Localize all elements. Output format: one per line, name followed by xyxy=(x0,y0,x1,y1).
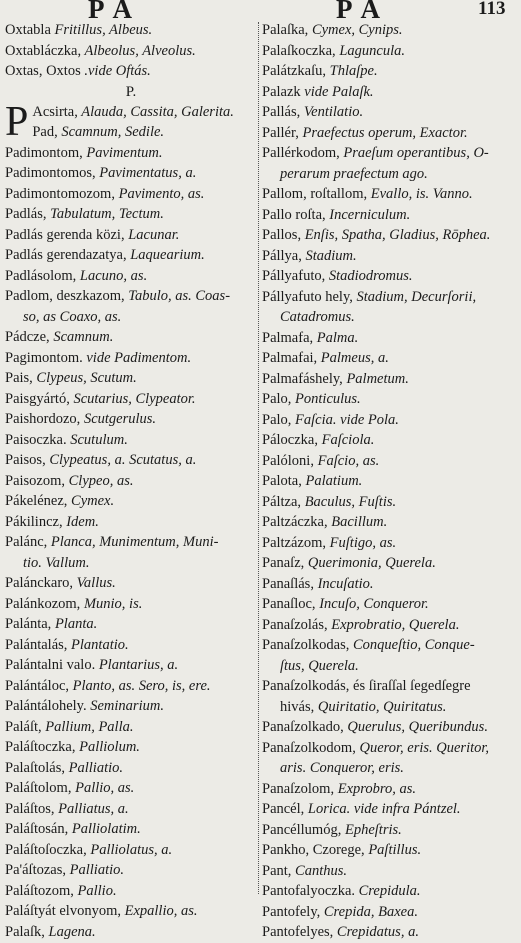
entry-gloss: Lacuno, as. xyxy=(76,267,148,284)
entry-gloss: Crepidula. xyxy=(355,883,421,899)
entry-headword: Pancéllumóg, xyxy=(262,821,342,838)
entry-headword: Palánckaro, xyxy=(5,575,74,591)
entry-headword: Pállya, xyxy=(262,247,302,264)
entry-gloss: Incerniculum. xyxy=(325,206,411,223)
entry-gloss: Querimonia, Querela. xyxy=(304,555,436,571)
entry-gloss: Pallio, as. xyxy=(71,780,135,796)
entry-gloss: Planto, as. Sero, is, ere. xyxy=(69,677,211,694)
entry-gloss: Crepidatus, a. xyxy=(333,924,419,940)
entry-headword: Pallo roſta, xyxy=(262,206,326,223)
entry-headword: Padlás gerenda közi, xyxy=(5,226,125,243)
entry-headword: Pallom, roſtallom, xyxy=(262,186,368,202)
dictionary-entry xyxy=(262,492,518,513)
dictionary-entry xyxy=(262,41,518,62)
dictionary-entry xyxy=(262,287,518,328)
dictionary-entry xyxy=(5,594,257,615)
entry-gloss: Plantarius, a. xyxy=(95,657,179,673)
entry-headword: Pállyafuto, xyxy=(262,268,326,284)
entry-headword: Paisoczka. xyxy=(5,431,67,448)
entry-gloss: Exprobro, as. xyxy=(334,780,416,797)
entry-continuation xyxy=(262,164,518,185)
entry-gloss: Seminarium. xyxy=(86,698,164,714)
dictionary-entry xyxy=(5,163,257,184)
entry-gloss: Lorica. vide infra Pántzel. xyxy=(304,801,461,817)
dictionary-entry xyxy=(5,799,257,820)
dictionary-entry xyxy=(5,143,257,164)
entry-headword: Panaſzolás, xyxy=(262,616,328,633)
entry-headword: Padimontom, xyxy=(5,144,83,161)
entry-headword: Pákilincz, xyxy=(5,513,63,530)
entry-headword: Pállyafuto hely, xyxy=(262,288,353,305)
entry-headword: Acsirta, xyxy=(32,103,78,120)
dictionary-entry xyxy=(262,82,518,103)
entry-gloss: Laguncula. xyxy=(335,42,405,59)
dictionary-entry xyxy=(262,123,518,144)
entry-gloss: Clypeatus, a. Scutatus, a. xyxy=(45,452,197,468)
entry-headword: Panaſzolkodás, és ſiraſſal ſegedſegre xyxy=(262,678,471,694)
entry-gloss: Scamnum. xyxy=(49,329,114,345)
dictionary-entry xyxy=(5,430,257,451)
entry-headword: Pallos, xyxy=(262,227,302,243)
entry-gloss: Stadiodromus. xyxy=(325,268,413,284)
entry-gloss: Canthus. xyxy=(291,862,347,879)
entry-headword: Palánc, xyxy=(5,534,48,550)
dictionary-entry xyxy=(5,122,257,143)
entry-gloss: Clypeo, as. xyxy=(65,472,134,489)
entry-headword: Padlás gerendazatya, xyxy=(5,247,127,263)
dictionary-entry xyxy=(5,840,257,861)
entry-headword: Padlás, xyxy=(5,206,47,222)
dictionary-entry xyxy=(262,779,518,800)
entry-headword: Paláſtosán, xyxy=(5,821,69,837)
entry-headword: Palátzkaſu, xyxy=(262,63,327,79)
dictionary-entry xyxy=(262,20,518,41)
entry-gloss: Planca, Munimentum, Muni- xyxy=(47,534,219,550)
dictionary-entry xyxy=(5,491,257,512)
entry-headword: Paltzázom, xyxy=(262,534,327,551)
dictionary-entry xyxy=(5,184,257,205)
dictionary-entry xyxy=(5,20,257,41)
dictionary-entry xyxy=(5,327,257,348)
dictionary-entry xyxy=(262,246,518,267)
entry-gloss: Epheſtris. xyxy=(341,821,402,838)
dictionary-entry xyxy=(262,533,518,554)
entry-headword: Palóloni, xyxy=(262,452,314,469)
entry-headword: Paláſtoſoczka, xyxy=(5,841,87,858)
entry-gloss: Scutgerulus. xyxy=(80,411,157,427)
dictionary-entry xyxy=(5,573,257,594)
dictionary-entry xyxy=(5,758,257,779)
entry-headword: Palo, xyxy=(262,411,292,428)
entry-continuation-gloss: aris. Conqueror, eris. xyxy=(280,760,404,776)
entry-headword: Oxtabláczka, xyxy=(5,42,82,59)
entry-headword: Oxtabla xyxy=(5,22,51,38)
entry-gloss: vide Palaſk. xyxy=(300,83,374,100)
entry-continuation xyxy=(262,697,518,718)
dictionary-entry xyxy=(5,901,257,922)
entry-headword: Palánta, xyxy=(5,616,52,632)
dictionary-entry xyxy=(5,348,257,369)
entry-continuation-gloss: so, as Coaxo, as. xyxy=(23,308,122,325)
entry-headword: Palo, xyxy=(262,391,292,407)
entry-headword: Pankho, Czorege, xyxy=(262,842,365,858)
dictionary-entry xyxy=(262,553,518,574)
entry-gloss: Incuſatio. xyxy=(313,575,374,592)
entry-headword: Panaſzolkodom, xyxy=(262,739,356,756)
dictionary-entry xyxy=(5,409,257,430)
entry-headword: Pallérkodom, xyxy=(262,145,340,161)
entry-headword: Pantofalyoczka. xyxy=(262,883,356,899)
dictionary-entry xyxy=(5,696,257,717)
entry-headword: Panaſloc, xyxy=(262,596,316,612)
entry-headword: Palaſk, xyxy=(5,923,45,940)
dictionary-entry xyxy=(262,266,518,287)
entry-gloss: Palliolum. xyxy=(75,739,140,755)
dictionary-entry xyxy=(262,881,518,902)
dictionary-entry xyxy=(5,389,257,410)
entry-headword: Pais, xyxy=(5,370,33,386)
entry-headword: Pantofelyes, xyxy=(262,924,334,940)
dictionary-entry xyxy=(5,778,257,799)
dictionary-entry xyxy=(5,881,257,902)
dictionary-entry xyxy=(262,594,518,615)
entry-headword: Pancél, xyxy=(262,801,305,817)
entry-headword: Panaſzolkodas, xyxy=(262,637,350,653)
entry-headword: Paishordozo, xyxy=(5,411,81,427)
dictionary-entry xyxy=(5,676,257,697)
section-letter: P. xyxy=(125,83,137,100)
entry-gloss: Laquearium. xyxy=(126,247,205,263)
entry-headword: Paltzáczka, xyxy=(262,514,328,530)
entry-headword: Pa'áſtozas, xyxy=(5,862,66,878)
dictionary-entry xyxy=(262,225,518,246)
entry-gloss: Expallio, as. xyxy=(120,903,198,919)
dictionary-entry xyxy=(262,512,518,533)
dictionary-entry xyxy=(5,635,257,656)
entry-gloss: .vide Oftás. xyxy=(80,63,151,79)
drop-cap-block xyxy=(5,102,257,143)
entry-gloss: Pallio. xyxy=(73,882,117,899)
dictionary-entry xyxy=(262,615,518,636)
entry-gloss: Thlaſpe. xyxy=(326,63,378,79)
entry-headword: Oxtas, Oxtos xyxy=(5,63,81,79)
entry-headword: Palota, xyxy=(262,473,302,489)
entry-headword: Pákelénez, xyxy=(5,493,68,509)
entry-gloss: Conqueſtio, Conque- xyxy=(349,637,475,653)
dictionary-entry xyxy=(262,861,518,882)
entry-gloss: Crepida, Baxea. xyxy=(320,903,418,920)
right-column xyxy=(262,20,518,943)
entry-headword: Paláſtoczka, xyxy=(5,739,76,755)
dictionary-entry xyxy=(5,532,257,573)
entry-headword: Palaſka, xyxy=(262,22,309,38)
entry-headword: Páltza, xyxy=(262,493,302,510)
entry-headword: Palántalni valo. xyxy=(5,657,96,673)
entry-headword: Padlom, deszkazom, xyxy=(5,288,125,304)
entry-gloss: Albeolus, Alveolus. xyxy=(81,42,196,59)
entry-continuation xyxy=(262,307,518,328)
dictionary-entry xyxy=(262,61,518,82)
entry-gloss: Palmetum. xyxy=(342,370,409,387)
dictionary-entry xyxy=(262,328,518,349)
entry-headword: Paisozom, xyxy=(5,472,66,489)
entry-gloss: Praefectus operum, Exactor. xyxy=(298,124,468,141)
entry-headword: Palazk xyxy=(262,83,301,100)
entry-headword: Pallér, xyxy=(262,124,299,141)
dictionary-entry xyxy=(5,717,257,738)
entry-gloss: Stadium, Decurſorii, xyxy=(352,288,477,305)
entry-gloss: Faſcio, as. xyxy=(313,452,380,469)
header-right-letters: PA xyxy=(336,0,390,24)
entry-gloss: Planta. xyxy=(51,616,98,632)
dictionary-entry xyxy=(262,205,518,226)
dictionary-entry xyxy=(5,102,257,123)
entry-headword: Padimontomozom, xyxy=(5,185,115,202)
page-number: 113 xyxy=(478,0,506,19)
entry-gloss: Palma. xyxy=(313,329,359,346)
entry-continuation xyxy=(5,553,257,574)
entry-headword: Panaſzolom, xyxy=(262,780,335,797)
dictionary-entry xyxy=(5,512,257,533)
entry-gloss: vide Padimentom. xyxy=(82,349,192,366)
entry-gloss: Fritillus, Albeus. xyxy=(50,22,153,38)
entry-gloss: Ventilatio. xyxy=(300,104,364,120)
entry-continuation xyxy=(262,758,518,779)
entry-gloss: Scutulum. xyxy=(66,431,128,448)
entry-gloss: Palliatio. xyxy=(65,759,124,776)
entry-gloss: Tabulatum, Tectum. xyxy=(46,206,164,222)
entry-gloss: Lagena. xyxy=(44,923,96,940)
entry-gloss: Cymex. xyxy=(67,493,115,509)
dictionary-entry xyxy=(5,245,257,266)
dictionary-entry xyxy=(262,102,518,123)
entry-continuation-gloss: perarum praefectum ago. xyxy=(280,165,428,182)
entry-headword: Pádcze, xyxy=(5,329,50,345)
entry-gloss: Vallus. xyxy=(73,575,116,591)
entry-gloss: Pavimentum. xyxy=(82,144,163,161)
entry-continuation-gloss: tio. Vallum. xyxy=(23,554,90,571)
entry-headword: Paisgyártó, xyxy=(5,390,70,407)
entry-headword: Palmafa, xyxy=(262,329,314,346)
left-column xyxy=(5,20,257,942)
dictionary-entry xyxy=(262,451,518,472)
dictionary-entry xyxy=(5,61,257,82)
entry-gloss: Querulus, Queribundus. xyxy=(343,719,488,735)
entry-headword: Padimontomos, xyxy=(5,165,96,181)
entry-headword: Paláſtyát elvonyom, xyxy=(5,903,121,919)
dictionary-entry xyxy=(5,41,257,62)
entry-gloss: Palatium. xyxy=(301,473,363,489)
entry-continuation-headword: hivás, xyxy=(280,698,315,715)
entry-headword: Palántáloc, xyxy=(5,677,70,694)
entry-headword: Padlásolom, xyxy=(5,267,77,284)
entry-headword: Pallás, xyxy=(262,104,301,120)
entry-headword: Pantofely, xyxy=(262,903,321,920)
entry-gloss: Enſis, Spatha, Gladius, Rōphea. xyxy=(301,227,491,243)
dictionary-entry xyxy=(5,266,257,287)
entry-gloss: Queror, eris. Queritor, xyxy=(355,739,490,756)
entry-continuation xyxy=(5,307,257,328)
entry-gloss: Palliolatus, a. xyxy=(86,841,173,858)
entry-gloss: Munio, is. xyxy=(80,595,143,612)
entry-gloss: Pallium, Palla. xyxy=(41,718,134,735)
entry-continuation-gloss: Catadromus. xyxy=(280,309,355,325)
dictionary-entry xyxy=(5,368,257,389)
dictionary-entry xyxy=(5,655,257,676)
entry-headword: Paláſt, xyxy=(5,718,42,735)
entry-gloss: Evallo, is. Vanno. xyxy=(367,186,473,202)
entry-gloss: Faſcia. vide Pola. xyxy=(291,411,399,428)
entry-headword: Paláſtolom, xyxy=(5,780,72,796)
entry-headword: Pant, xyxy=(262,862,292,879)
entry-gloss: Stadium. xyxy=(301,247,357,264)
dictionary-entry xyxy=(262,820,518,841)
header-left-letters: PA xyxy=(88,0,142,24)
drop-cap-letter: P xyxy=(5,101,29,143)
dictionary-entry xyxy=(5,286,257,327)
entry-gloss: Tabulo, as. Coas- xyxy=(124,288,231,304)
entry-continuation xyxy=(262,656,518,677)
dictionary-entry xyxy=(262,676,518,717)
entry-headword: Pad, xyxy=(32,124,58,140)
entry-gloss: Paſtillus. xyxy=(364,842,422,858)
entry-gloss: Plantatio. xyxy=(67,636,129,653)
entry-headword: Paláſtos, xyxy=(5,800,55,817)
entry-gloss: Exprobratio, Querela. xyxy=(327,616,460,633)
dictionary-entry xyxy=(5,737,257,758)
entry-gloss: Fuſtigo, as. xyxy=(326,534,397,551)
dictionary-entry xyxy=(262,717,518,738)
dictionary-entry xyxy=(262,738,518,779)
entry-headword: Palaſtolás, xyxy=(5,759,66,776)
dictionary-entry xyxy=(5,450,257,471)
column-divider xyxy=(258,22,259,894)
entry-gloss: Palliatus, a. xyxy=(54,800,129,817)
dictionary-entry xyxy=(262,369,518,390)
dictionary-entry xyxy=(262,574,518,595)
entry-headword: Palmafai, xyxy=(262,350,318,366)
entry-continuation-gloss: Quiritatio, Quiritatus. xyxy=(314,698,447,715)
entry-gloss: Palliolatim. xyxy=(68,821,141,837)
dictionary-entry xyxy=(262,840,518,861)
dictionary-entry xyxy=(262,471,518,492)
entry-headword: Panaſlás, xyxy=(262,575,314,592)
dictionary-entry xyxy=(262,348,518,369)
dictionary-entry xyxy=(5,225,257,246)
entry-gloss: Baculus, Fuſtis. xyxy=(301,493,397,510)
entry-gloss: Palmeus, a. xyxy=(317,350,389,366)
dictionary-entry xyxy=(262,922,518,943)
entry-gloss: Cymex, Cynips. xyxy=(308,22,403,38)
entry-gloss: Alauda, Cassita, Galerita. xyxy=(77,103,234,120)
entry-headword: Paisos, xyxy=(5,452,46,468)
entry-headword: Palántalás, xyxy=(5,636,68,653)
entry-gloss: Faſciola. xyxy=(317,432,375,448)
entry-gloss: Bacillum. xyxy=(327,514,388,530)
entry-headword: Paláſtozom, xyxy=(5,882,74,899)
dictionary-entry xyxy=(5,204,257,225)
entry-headword: Palántálohely. xyxy=(5,698,87,714)
entry-headword: Panaſz, xyxy=(262,555,305,571)
entry-gloss: Ponticulus. xyxy=(291,391,361,407)
dictionary-entry xyxy=(5,860,257,881)
dictionary-entry xyxy=(262,902,518,923)
entry-gloss: Incuſo, Conqueror. xyxy=(315,596,429,612)
dictionary-entry xyxy=(5,819,257,840)
dictionary-entry xyxy=(262,410,518,431)
dictionary-entry xyxy=(262,799,518,820)
entry-gloss: Idem. xyxy=(62,513,99,530)
entry-gloss: Palliatio. xyxy=(66,862,124,878)
entry-gloss: Clypeus, Scutum. xyxy=(32,370,137,386)
entry-gloss: Praeſum operantibus, O- xyxy=(339,145,489,161)
dictionary-entry xyxy=(262,430,518,451)
entry-headword: Palaſkoczka, xyxy=(262,42,336,59)
dictionary-entry xyxy=(262,184,518,205)
dictionary-entry xyxy=(262,635,518,676)
entry-headword: Páloczka, xyxy=(262,432,318,448)
entry-gloss: Lacunar. xyxy=(124,226,180,243)
entry-continuation-gloss: ſtus, Querela. xyxy=(280,657,359,674)
dictionary-entry xyxy=(5,922,257,943)
dictionary-entry xyxy=(262,143,518,184)
entry-gloss: Pavimento, as. xyxy=(114,185,205,202)
entry-headword: Pagimontom. xyxy=(5,349,83,366)
entry-gloss: Scamnum, Sedile. xyxy=(57,124,165,140)
dictionary-entry xyxy=(5,614,257,635)
entry-headword: Panaſzolkado, xyxy=(262,719,344,735)
dictionary-entry xyxy=(5,471,257,492)
dictionary-entry xyxy=(262,389,518,410)
entry-gloss: Scutarius, Clypeator. xyxy=(69,390,196,407)
entry-headword: Palmafáshely, xyxy=(262,370,343,387)
entry-headword: Palánkozom, xyxy=(5,595,81,612)
entry-gloss: Pavimentatus, a. xyxy=(95,165,197,181)
